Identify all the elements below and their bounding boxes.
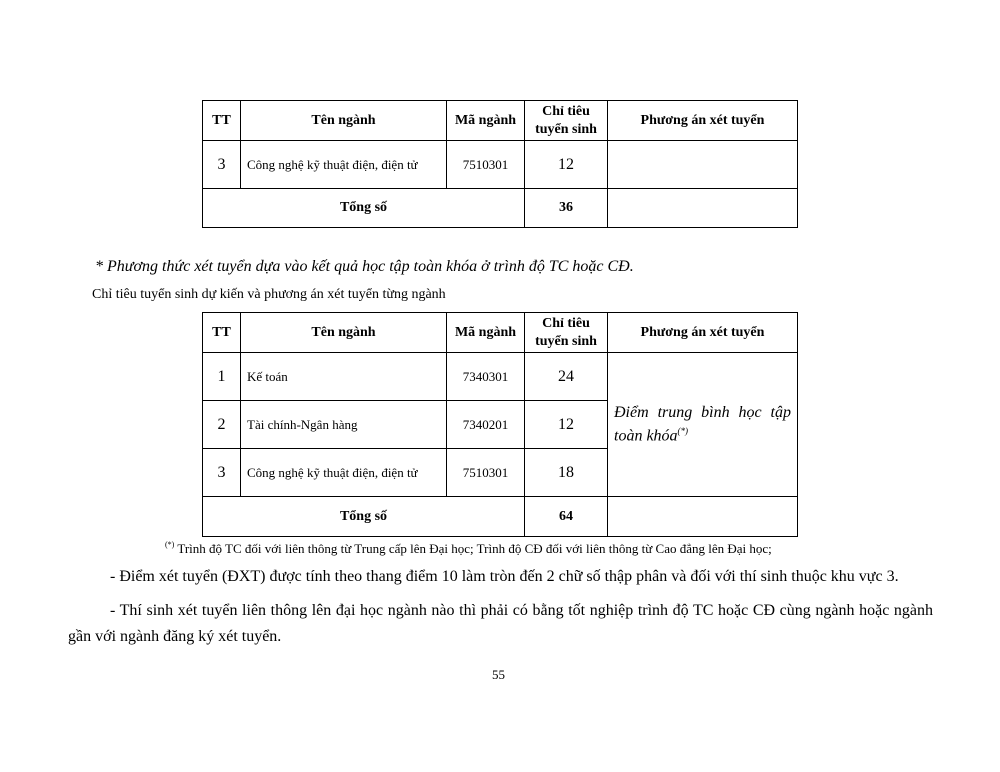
- method-text: Điểm trung bình học tập toàn khóa: [614, 403, 791, 445]
- header-code: Mã ngành: [447, 313, 525, 353]
- row-code: 7510301: [447, 449, 525, 497]
- total-method: [608, 189, 798, 228]
- row-code: 7340201: [447, 401, 525, 449]
- table-row: [203, 353, 798, 401]
- footnote-mark: (*): [165, 540, 175, 549]
- total-label: Tổng số: [203, 189, 525, 228]
- header-quota: Chỉ tiêu tuyển sinh: [525, 313, 608, 353]
- row-tt: 2: [203, 401, 241, 449]
- row-name: Công nghệ kỹ thuật điện, điện tử: [241, 141, 447, 189]
- row-quota: 12: [525, 401, 608, 449]
- footnote-text: Trình độ TC đối với liên thông từ Trung cấp lên Đại học; Trình độ CĐ đối với liên thông từ Cao đẳng lên Đại học;: [174, 541, 772, 556]
- total-row: [203, 497, 798, 537]
- total-row: [203, 189, 798, 228]
- quota-table-2: [202, 312, 798, 537]
- total-value: 36: [525, 189, 608, 228]
- bullet-score-rule: - Điểm xét tuyển (ĐXT) được tính theo thang điểm 10 làm tròn đến 2 chữ số thập phân và đối với thí sinh thuộc khu vực 3.: [110, 568, 899, 585]
- subheading: Chỉ tiêu tuyển sinh dự kiến và phương án xét tuyển từng ngành: [92, 287, 446, 302]
- row-name: Kế toán: [241, 353, 447, 401]
- footnote: [165, 540, 772, 557]
- table-header-row: [203, 313, 798, 353]
- header-name: Tên ngành: [241, 101, 447, 141]
- row-method: [608, 141, 798, 189]
- bullet-eligibility: - Thí sinh xét tuyển liên thông lên đại học ngành nào thì phải có bằng tốt nghiệp trình độ TC hoặc CĐ cùng ngành hoặc ngành gần với ngành đăng ký xét tuyển.: [68, 602, 933, 645]
- row-quota: 24: [525, 353, 608, 401]
- header-method: Phương án xét tuyển: [608, 101, 798, 141]
- header-method: Phương án xét tuyển: [608, 313, 798, 353]
- row-name: Tài chính-Ngân hàng: [241, 401, 447, 449]
- row-name: Công nghệ kỹ thuật điện, điện tử: [241, 449, 447, 497]
- row-code: 7340301: [447, 353, 525, 401]
- total-label: Tổng số: [203, 497, 525, 537]
- row-code: 7510301: [447, 141, 525, 189]
- header-code: Mã ngành: [447, 101, 525, 141]
- method-cell: [608, 353, 798, 497]
- method-note: * Phương thức xét tuyển dựa vào kết quả học tập toàn khóa ở trình độ TC hoặc CĐ.: [95, 258, 634, 275]
- header-quota: Chỉ tiêu tuyển sinh: [525, 101, 608, 141]
- total-method: [608, 497, 798, 537]
- table-header-row: [203, 101, 798, 141]
- header-tt: TT: [203, 101, 241, 141]
- quota-table-1: [202, 100, 798, 228]
- row-tt: 3: [203, 449, 241, 497]
- row-quota: 12: [525, 141, 608, 189]
- total-value: 64: [525, 497, 608, 537]
- method-mark: (*): [677, 425, 689, 436]
- page-number: 55: [492, 667, 505, 682]
- header-tt: TT: [203, 313, 241, 353]
- row-tt: 3: [203, 141, 241, 189]
- row-tt: 1: [203, 353, 241, 401]
- header-name: Tên ngành: [241, 313, 447, 353]
- table-row: [203, 141, 798, 189]
- row-quota: 18: [525, 449, 608, 497]
